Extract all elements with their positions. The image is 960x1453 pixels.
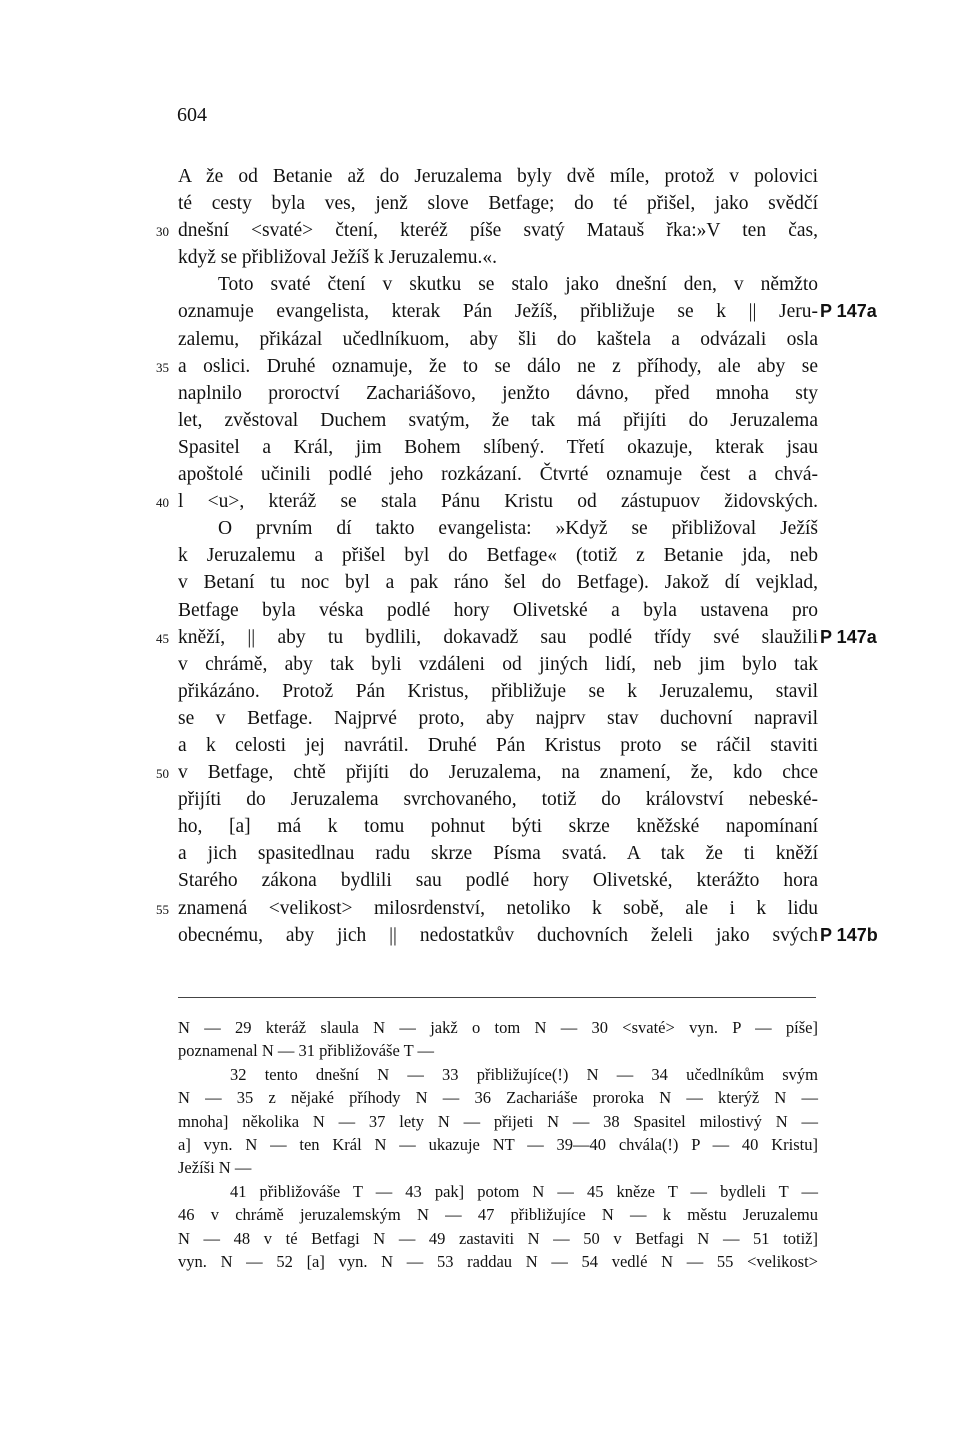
line-text: a k celosti jej navrátil. Druhé Pán Kristus proto se ráčil staviti	[178, 734, 818, 756]
line-text: oznamuje evangelista, kterak Pán Ježíš, přibližuje se k || Jeru-	[178, 301, 818, 323]
line-text: apoštolé učinili podlé jeho rozkázaní. Čtvrté oznamuje čest a chvá-	[178, 464, 818, 486]
text-line	[178, 922, 878, 949]
line-text: Toto svaté čtení v skutku se stalo jako dnešní den, v němžto	[218, 274, 818, 296]
text-line	[178, 298, 877, 325]
main-text	[156, 163, 878, 949]
footnote-line: N — 35 z nějaké příhody N — 36 Zachariáše proroka N — kterýž N —	[178, 1088, 818, 1108]
text-line	[178, 163, 818, 190]
line-number: 35	[156, 359, 169, 375]
footnote-line: N — 29 kteráž slaula N — jakž o tom N — 30 <svaté> vyn. P — píše]	[178, 1018, 818, 1037]
text-line	[178, 380, 818, 407]
footnote-line: N — 48 v té Betfagi N — 49 zastaviti N — 50 v Betfagi N — 51 totiž]	[178, 1228, 818, 1248]
line-text: přikázáno. Protož Pán Kristus, přibližuje se k Jeruzalemu, stavil	[178, 680, 818, 702]
text-line	[178, 678, 818, 705]
footnote-line: Ježíši N —	[178, 1158, 252, 1178]
text-line	[178, 542, 818, 569]
line-text: přijíti do Jeruzalema svrchovaného, totiž do království nebeské-	[178, 789, 818, 811]
line-text: dnešní <svaté> čtení, kteréž píše svatý Matauš řka:»V ten čas,	[178, 220, 818, 242]
text-line	[178, 434, 818, 461]
margin-reference: P 147a	[820, 626, 877, 647]
line-number: 30	[156, 224, 169, 240]
footnote-line: 41 přibližováše T — 43 pak] potom N — 45 kněze T — bydleli T —	[230, 1181, 818, 1201]
text-line	[178, 813, 818, 840]
line-text: té cesty byla ves, jenž slove Betfage; do té přišel, jako svědčí	[178, 193, 818, 215]
line-text: ho, [a] má k tomu pohnut býti skrze kněžské napomínaní	[178, 816, 818, 838]
line-text: Spasitel a Král, jim Bohem slíbený. Třetí okazuje, kterak jsau	[178, 436, 818, 458]
line-text: zalemu, přikázal učedlníkuom, aby šli do kaštela a odvázali osla	[178, 328, 818, 350]
footnote-line: 46 v chrámě jeruzalemským N — 47 přibližujíce N — k městu Jeruzalemu	[178, 1205, 818, 1225]
text-line	[156, 624, 877, 651]
line-text: v chrámě, aby tak byli vzdáleni od jiných lidí, neb jim bylo tak	[178, 653, 818, 675]
line-text: Starého zákona bydlili sau podlé hory Olivetské, kterážto hora	[178, 870, 818, 892]
line-text: l <u>, kteráž se stala Pánu Kristu od zástupuov židovských.	[178, 491, 818, 513]
line-text: se v Betfage. Najprvé proto, aby najprv stav duchovní napravil	[178, 707, 818, 729]
text-line	[178, 190, 818, 217]
line-text: když se přibližoval Ježíš k Jeruzalemu.«.	[178, 247, 497, 269]
line-text: O prvním dí takto evangelista: »Když se přibližoval Ježíš	[218, 518, 818, 540]
text-line	[156, 488, 818, 515]
text-line	[178, 786, 818, 813]
footnote-line: a] vyn. N — ten Král N — ukazuje NT — 39—40 chvála(!) P — 40 Kristu]	[178, 1134, 818, 1154]
footnotes	[178, 1016, 818, 1273]
line-text: a oslici. Druhé oznamuje, že to se dálo ne z příhody, ale aby se	[178, 355, 818, 377]
line-number: 55	[156, 901, 169, 917]
margin-reference: P 147b	[820, 924, 878, 945]
footnote-line: 32 tento dnešní N — 33 přibližujíce(!) N — 34 učedlníkům svým	[230, 1064, 818, 1084]
line-text: obecnému, aby jich || nedostatkův duchovních želeli jako svých	[178, 924, 818, 946]
footnote-line: vyn. N — 52 [a] vyn. N — 53 raddau N — 54 vedlé N — 55 <velikost>	[178, 1251, 818, 1271]
line-text: let, zvěstoval Duchem svatým, že tak má přijíti do Jeruzalema	[178, 409, 818, 431]
text-line	[178, 407, 818, 434]
text-line	[178, 840, 818, 867]
text-line	[178, 326, 818, 353]
line-number: 45	[156, 630, 169, 646]
footnote-line: mnoha] několika N — 37 lety N — přijeti N — 38 Spasitel milostivý N —	[178, 1111, 818, 1131]
page-number: 604	[177, 104, 207, 126]
footnote-divider	[178, 997, 816, 998]
line-text: kněží, || aby tu bydlili, dokavadž sau podlé třídy své slaužili	[178, 626, 818, 648]
text-line	[178, 705, 818, 732]
line-text: naplnilo proroctví Zachariášovo, jenžto dávno, před mnoha sty	[178, 382, 818, 404]
text-line	[156, 895, 818, 922]
text-line	[156, 217, 818, 244]
text-line	[178, 461, 818, 488]
line-text: A že od Betanie až do Jeruzalema byly dvě míle, protož v polovici	[178, 166, 818, 187]
text-line	[178, 244, 818, 271]
text-line	[178, 732, 818, 759]
line-text: k Jeruzalemu a přišel byl do Betfage« (totiž z Betanie jda, neb	[178, 545, 818, 567]
text-line	[156, 353, 818, 380]
text-line	[178, 597, 818, 624]
line-number: 50	[156, 766, 169, 782]
text-line	[178, 515, 818, 542]
line-text: Betfage byla véska podlé hory Olivetské a byla ustavena pro	[178, 599, 818, 621]
footnote-line: poznamenal N — 31 přibližováše T —	[178, 1041, 434, 1061]
line-number: 40	[156, 495, 169, 511]
text-line	[178, 271, 818, 298]
text-line	[156, 759, 818, 786]
text-line	[178, 651, 818, 678]
line-text: v Betaní tu noc byl a pak ráno šel do Betfage). Jakož dí vejklad,	[178, 572, 818, 594]
line-text: znamená <velikost> milosrdenství, netoliko k sobě, ale i k lidu	[178, 897, 818, 919]
margin-reference: P 147a	[820, 301, 877, 322]
line-text: v Betfage, chtě přijíti do Jeruzalema, na znamení, že, kdo chce	[178, 762, 818, 784]
text-line	[178, 867, 818, 894]
text-line	[178, 569, 818, 596]
line-text: a jich spasitedlnau radu skrze Písma svatá. A tak že ti kněží	[178, 843, 818, 865]
